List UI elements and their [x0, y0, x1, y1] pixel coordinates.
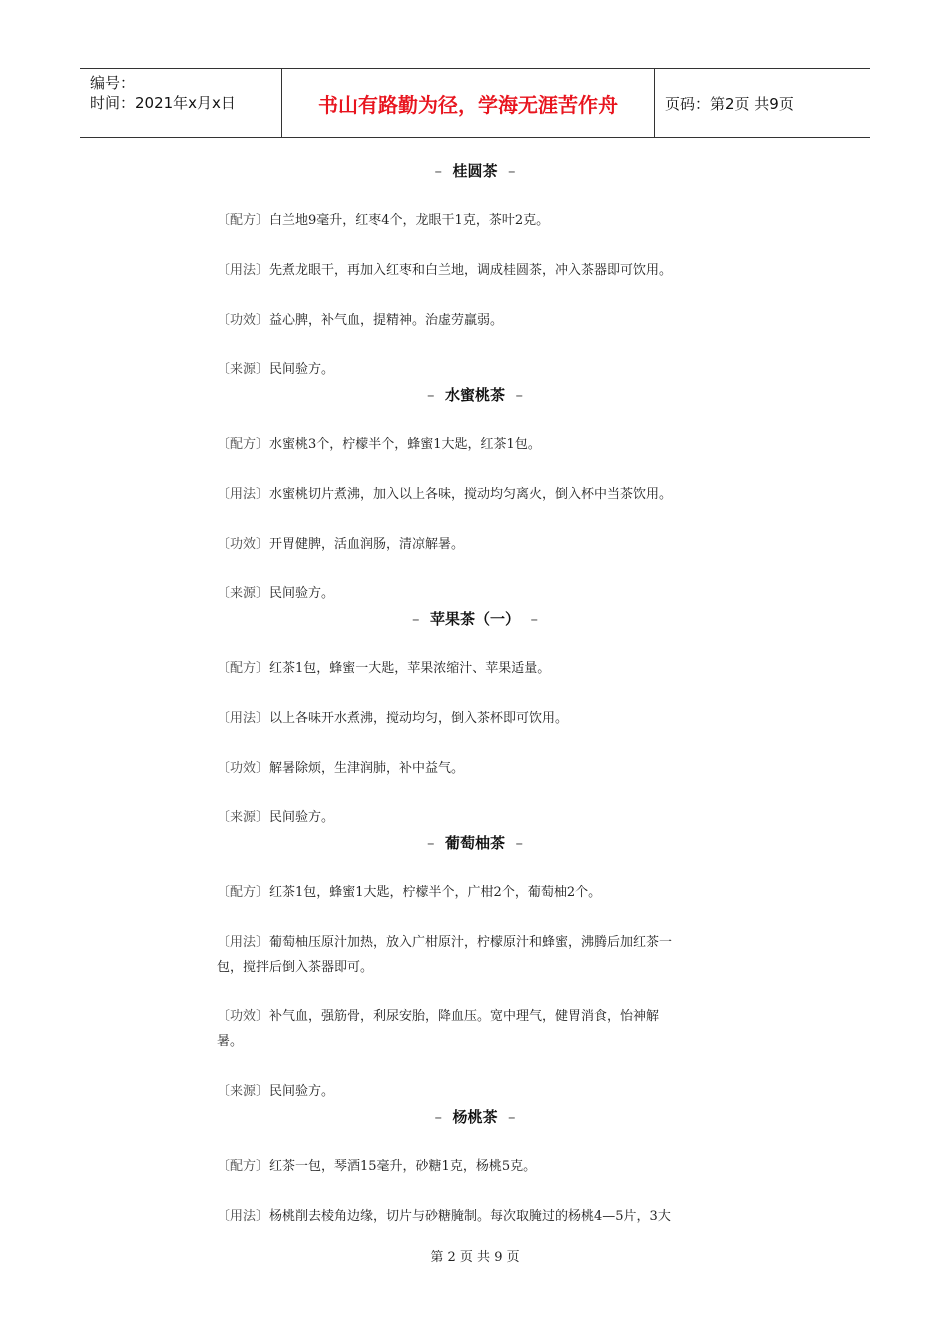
recipe-effect: 〔功效〕补气血，强筋骨，利尿安胎，降血压。宽中理气，健胃消食，怡神解 — [217, 1009, 660, 1024]
recipe-title: – 杨桃茶 – — [434, 1108, 516, 1126]
recipe-effect-continued: 暑。 — [217, 1034, 244, 1049]
recipe-usage: 〔用法〕以上各味开水煮沸，搅动均匀，倒入茶杯即可饮用。 — [217, 711, 569, 726]
recipe-effect: 〔功效〕开胃健脾，活血润肠，清凉解暑。 — [217, 537, 465, 552]
time-label: 时间：2021年x月x日 — [90, 94, 236, 112]
recipe-source: 〔来源〕民间验方。 — [217, 586, 335, 601]
recipe-usage: 〔用法〕杨桃削去棱角边缘，切片与砂糖腌制。每次取腌过的杨桃4—5片，3大 — [217, 1209, 671, 1224]
recipe-usage-continued: 包，搅拌后倒入茶器即可。 — [217, 960, 374, 975]
recipe-effect: 〔功效〕解暑除烦，生津润肺，补中益气。 — [217, 761, 465, 776]
recipe-title: – 桂圆茶 – — [434, 162, 516, 180]
recipe-usage: 〔用法〕水蜜桃切片煮沸，加入以上各味，搅动均匀离火，倒入杯中当茶饮用。 — [217, 487, 673, 502]
recipe-source: 〔来源〕民间验方。 — [217, 362, 335, 377]
header-meta — [90, 73, 280, 113]
recipe-source: 〔来源〕民间验方。 — [217, 810, 335, 825]
recipe-formula: 〔配方〕红茶一包，琴酒15毫升，砂糖1克，杨桃5克。 — [217, 1159, 537, 1174]
header-page-label: 页码：第2页 共9页 — [665, 94, 794, 113]
recipe-effect: 〔功效〕益心脾，补气血，提精神。治虚劳羸弱。 — [217, 313, 504, 328]
recipe-formula: 〔配方〕红茶1包，蜂蜜一大匙，苹果浓缩汁、苹果适量。 — [217, 661, 551, 676]
number-label: 编号： — [90, 74, 136, 92]
header-divider — [654, 69, 655, 137]
recipe-title: – 苹果茶（一） – — [412, 610, 538, 628]
page-header — [80, 68, 870, 138]
recipe-formula: 〔配方〕水蜜桃3个，柠檬半个，蜂蜜1大匙，红茶1包。 — [217, 437, 541, 452]
header-motto: 书山有路勤为径，学海无涯苦作舟 — [318, 92, 618, 117]
page-footer: 第 2 页 共 9 页 — [430, 1250, 520, 1265]
recipe-formula: 〔配方〕红茶1包，蜂蜜1大匙，柠檬半个，广柑2个，葡萄柚2个。 — [217, 885, 602, 900]
recipe-source: 〔来源〕民间验方。 — [217, 1084, 335, 1099]
recipe-title: – 葡萄柚茶 – — [427, 834, 523, 852]
recipe-formula: 〔配方〕白兰地9毫升，红枣4个，龙眼干1克，茶叶2克。 — [217, 213, 550, 228]
recipe-usage: 〔用法〕先煮龙眼干，再加入红枣和白兰地，调成桂圆茶，冲入茶器即可饮用。 — [217, 263, 673, 278]
recipe-title: – 水蜜桃茶 – — [427, 386, 523, 404]
recipe-usage: 〔用法〕葡萄柚压原汁加热，放入广柑原汁，柠檬原汁和蜂蜜，沸腾后加红茶一 — [217, 935, 673, 950]
